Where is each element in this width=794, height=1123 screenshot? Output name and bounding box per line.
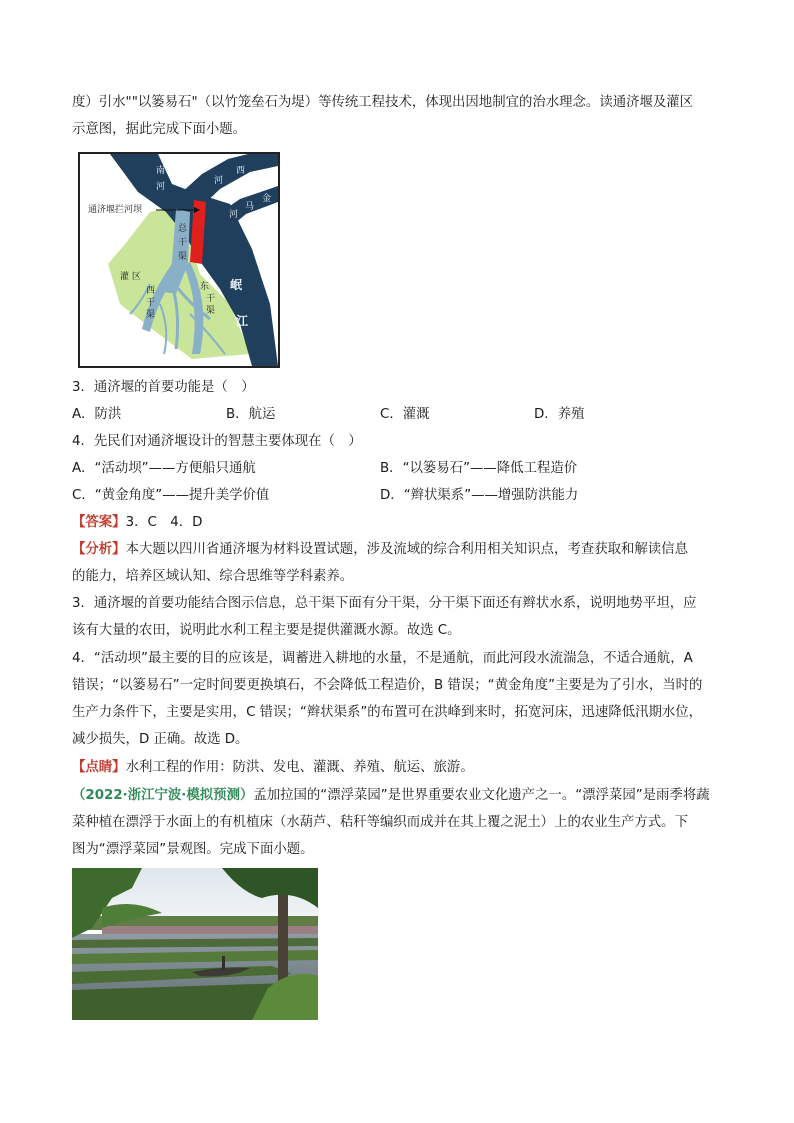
next-intro-text-1: 孟加拉国的“漂浮菜园”是世界重要农业文化遗产之一。“漂浮菜园”是雨季将蔬	[253, 788, 710, 803]
label-jinmahe-1: 金	[262, 194, 272, 204]
label-zongganqu-2: 干	[178, 238, 188, 248]
q4-option-b: B．“以篓易石”——降低工程造价	[380, 461, 578, 476]
analysis-line-1	[72, 540, 732, 560]
label-dongganqu-2: 干	[206, 294, 216, 304]
tongjiyan-map	[78, 152, 280, 368]
q3-option-b: B．航运	[226, 407, 276, 422]
label-minjiang-2: 江	[236, 314, 249, 328]
explanation-4-line-3: 生产力条件下，主要是实用，C 错误；“辫状渠系”的布置可在洪峰到来时，拓宽河床，迅速降低汛期水位，	[72, 705, 703, 720]
point-tag: 【点睛】	[72, 760, 126, 775]
q3-option-a: A．防洪	[72, 407, 122, 422]
explanation-4-line-1: 4．“活动坝”最主要的目的应该是，调蓄进入耕地的水量，不是通航，而此河段水流湍急，不适合通航，A	[72, 651, 693, 666]
label-nanhe-1: 南	[156, 166, 166, 176]
label-dongganqu-1: 东	[200, 282, 210, 292]
floating-garden-photo	[72, 868, 318, 1020]
point-line	[72, 758, 732, 778]
answer-line	[72, 513, 732, 533]
q3-option-d: D．养殖	[534, 407, 585, 422]
analysis-text-1: 本大题以四川省通济堰为材料设置试题，涉及流域的综合利用相关知识点，考查获取和解读信息	[125, 542, 688, 557]
label-minjiang-1: 岷	[230, 278, 243, 292]
q3-option-c: C．灌溉	[380, 407, 430, 422]
explanation-4-line-2: 错误；“以篓易石”一定时间要更换填石，不会降低工程造价，B 错误；“黄金角度”主要是为了引水，当时的	[72, 678, 703, 693]
explanation-3-line-2: 该有大量的农田，说明此水利工程主要是提供灌溉水源。故选 C。	[72, 623, 461, 638]
intro-line-2: 示意图，据此完成下面小题。	[72, 122, 247, 137]
question-3-stem: 3．通济堰的首要功能是（ ）	[72, 380, 255, 395]
label-guanqu: 灌 区	[120, 272, 141, 282]
next-intro-line-2: 菜种植在漂浮于水面上的有机植床（水葫芦、秸秆等编织而成并在其上覆之泥土）上的农业生产方式。下	[72, 815, 688, 830]
label-jinmahe-2: 马	[245, 202, 255, 212]
answer-tag: 【答案】	[72, 515, 126, 530]
q4-option-a: A．“活动坝”——方便船只通航	[72, 461, 256, 476]
point-text: 水利工程的作用：防洪、发电、灌溉、养殖、航运、旅游。	[125, 760, 474, 775]
next-source-tag: （2022·浙江宁波·模拟预测）	[72, 788, 254, 803]
next-intro-line-3: 图为“漂浮菜园”景观图。完成下面小题。	[72, 842, 314, 857]
label-jinmahe-3: 河	[229, 210, 239, 220]
analysis-line-2: 的能力，培养区域认知、综合思维等学科素养。	[72, 569, 354, 584]
label-nanhe-2: 河	[156, 182, 166, 192]
answer-text: 3．C 4．D	[125, 515, 203, 530]
label-zongganqu-1: 总	[178, 224, 188, 234]
q4-option-d: D．“辫状渠系”——增强防洪能力	[380, 488, 579, 503]
label-xiganqu-3: 渠	[146, 310, 156, 320]
label-xiganqu-2: 干	[146, 298, 156, 308]
label-dam: 通济堰拦河坝	[88, 205, 143, 215]
label-xihe-2: 西	[236, 166, 246, 176]
explanation-4-line-4: 减少损失，D 正确。故选 D。	[72, 732, 249, 747]
label-dongganqu-3: 渠	[206, 306, 216, 316]
floating-garden-illustration	[72, 868, 318, 1020]
intro-line-1: 度）引水""以篓易石"（以竹笼垒石为堤）等传统工程技术，体现出因地制宜的治水理念。读通济堰及灌区	[72, 95, 694, 110]
label-zongganqu-3: 渠	[178, 252, 188, 262]
q4-option-c: C．“黄金角度”——提升美学价值	[72, 488, 270, 503]
question-4-stem: 4．先民们对通济堰设计的智慧主要体现在（ ）	[72, 434, 362, 449]
label-xihe-1: 河	[214, 176, 224, 186]
next-intro-line-1	[72, 786, 732, 806]
explanation-3-line-1: 3．通济堰的首要功能结合图示信息，总干渠下面有分干渠，分干渠下面还有辫状水系，说明地势平坦，应	[72, 596, 697, 611]
analysis-tag: 【分析】	[72, 542, 126, 557]
label-xiganqu-1: 西	[146, 286, 156, 296]
